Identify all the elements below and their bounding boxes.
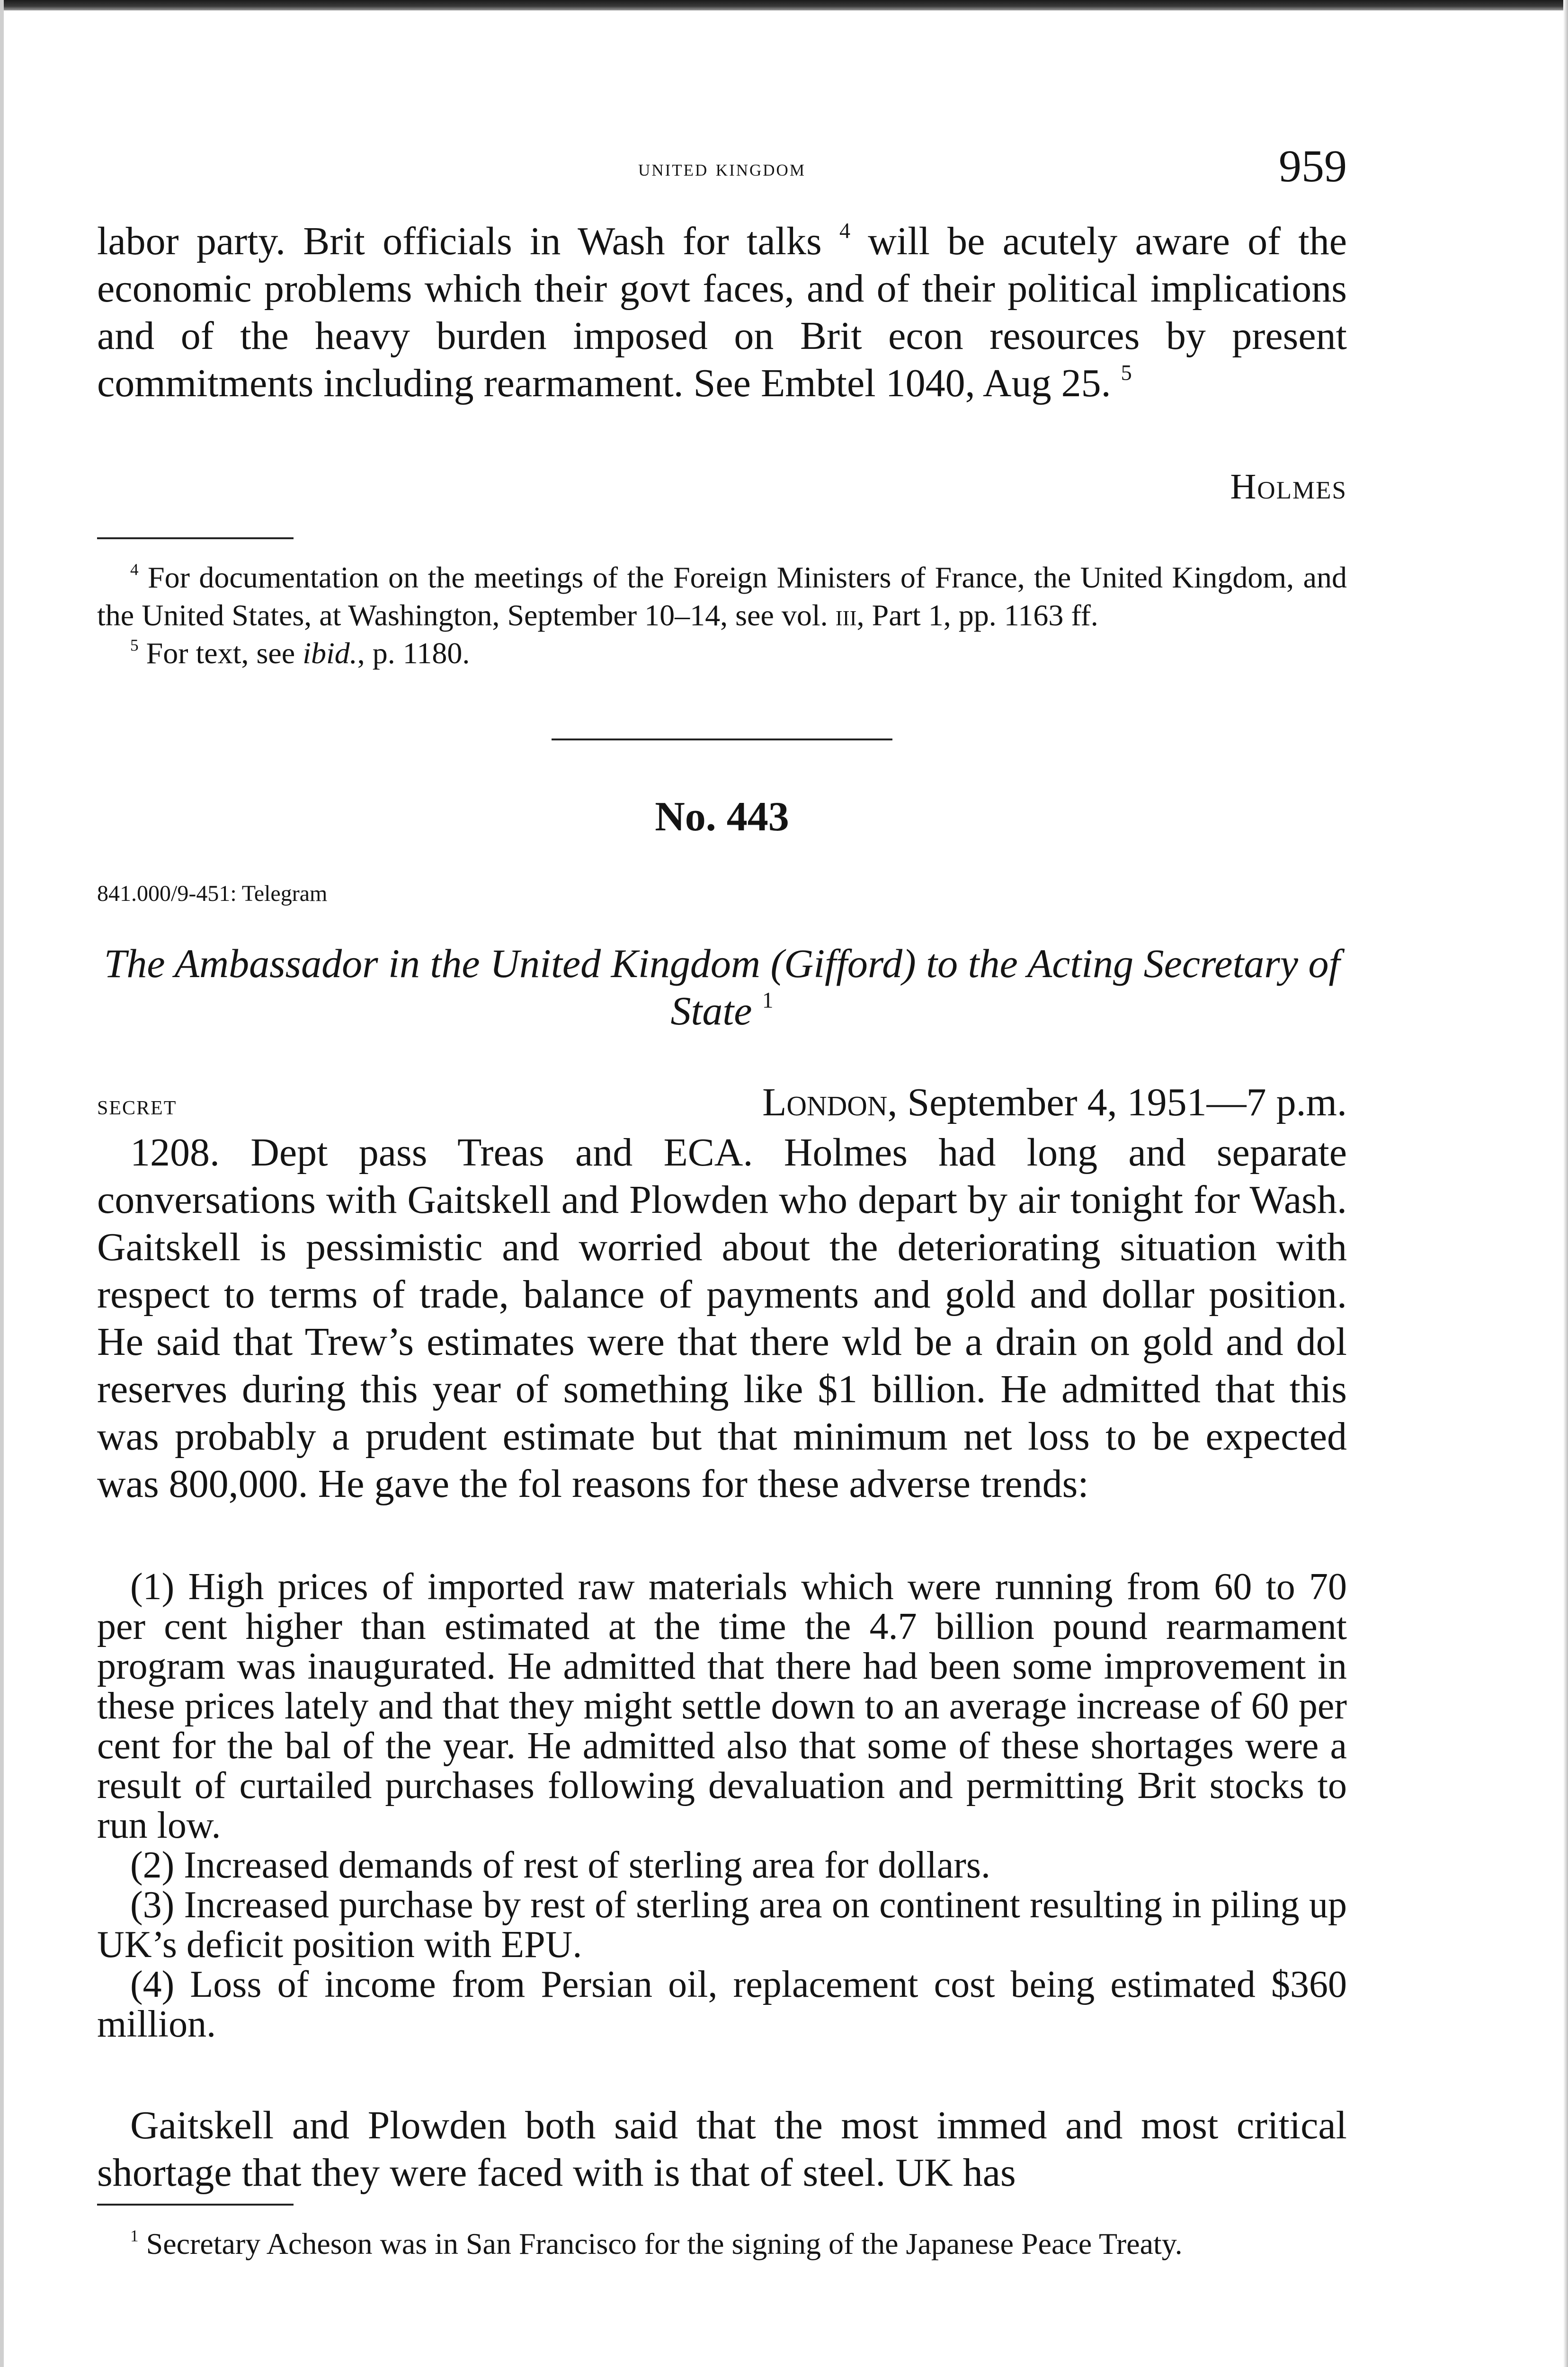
running-head: united kingdom — [638, 154, 806, 181]
footnote-ref-5[interactable]: 5 — [1121, 360, 1132, 385]
footnote-1: $^1$ Secretary Acheson was in San Francisco for the signing of the Japanese Peace Treaty. — [130, 2226, 1183, 2260]
signature-holmes: Holmes — [1230, 467, 1347, 507]
footnotes-top — [97, 559, 1347, 672]
document-number: No. 443 — [655, 794, 789, 840]
footnote-ref-4[interactable]: 4 — [839, 218, 851, 243]
footnote-5: $^5$ For text, see ibid., p. 1180. — [130, 636, 470, 670]
telegram-paragraph-1: 1208. Dept pass Treas and ECA. Holmes had long and separate conversations with Gaitskell and Plowden who depart by air tonight for Wash. Gaitskell is pessimistic and worried about the deteriorating situation with respect to terms of trade, balance of payments and gold and dollar position. He said that Trew’s estimates were that there wld be a drain on gold and dol reserves during this year of something like $1 billion. He admitted that this was probably a prudent estimate but that minimum net loss to be expected was 800,000. He gave the fol reasons for these adverse trends: — [97, 1130, 1347, 1506]
scan-border-left — [0, 0, 4, 2367]
scan-border-top — [0, 0, 1568, 10]
file-reference: 841.000/9-451: Telegram — [97, 881, 328, 906]
footnote-rule-bottom — [97, 2204, 294, 2206]
dateline: London, September 4, 1951—7 p.m. — [762, 1080, 1347, 1124]
reason-item-3: (3) Increased purchase by rest of sterling area on continent resulting in piling up UK’s deficit position with EPU. — [97, 1884, 1347, 1966]
reason-item-2: (2) Increased demands of rest of sterling area for dollars. — [130, 1844, 991, 1886]
footnotes-bottom — [97, 2225, 1347, 2263]
document-title: The Ambassador in the United Kingdom (Gifford) to the Acting Secretary of State $^1$ — [104, 941, 1340, 1033]
telegram-paragraph-2: Gaitskell and Plowden both said that the most immed and most critical shortage that they were faced with is that of steel. UK has — [97, 2103, 1347, 2195]
footnote-4: $^4$ For documentation on the meetings of the Foreign Ministers of France, the United Kingdom, and the United States, at Washington, September 10–14, see vol. iii, Part 1, pp. 1163 ff. — [97, 560, 1347, 632]
footnote-rule — [97, 537, 294, 539]
scan-border-right — [1563, 0, 1568, 2367]
classification-mark: secret — [97, 1089, 177, 1121]
reason-item-1: (1) High prices of imported raw materials which were running from 60 to 70 per cent higher than estimated at the time the 4.7 billion pound rearmament program was inaugurated. He admitted that there had been some improvement in these prices lately and that they might settle down to an average increase of 60 per cent for the bal of the year. He admitted also that some of these shortages were a result of curtailed purchases following devaluation and permitting Brit stocks to run low. — [97, 1566, 1347, 1846]
reasons-list — [97, 1567, 1347, 2044]
page-number: 959 — [1279, 141, 1347, 191]
reason-item-4: (4) Loss of income from Persian oil, replacement cost being estimated $360 million. — [97, 1964, 1347, 2045]
footnote-ref-1[interactable]: 1 — [762, 988, 774, 1013]
section-divider — [552, 739, 892, 740]
continuation-paragraph: labor party. Brit officials in Wash for talks $^4$ will be acutely aware of the economic problems which their govt faces, and of their political implications and of the heavy burden imposed on Brit econ resources by present commitments including rearmament. See Embtel 1040, Aug 25. $^5$ — [97, 218, 1347, 405]
page-header — [97, 140, 1347, 211]
